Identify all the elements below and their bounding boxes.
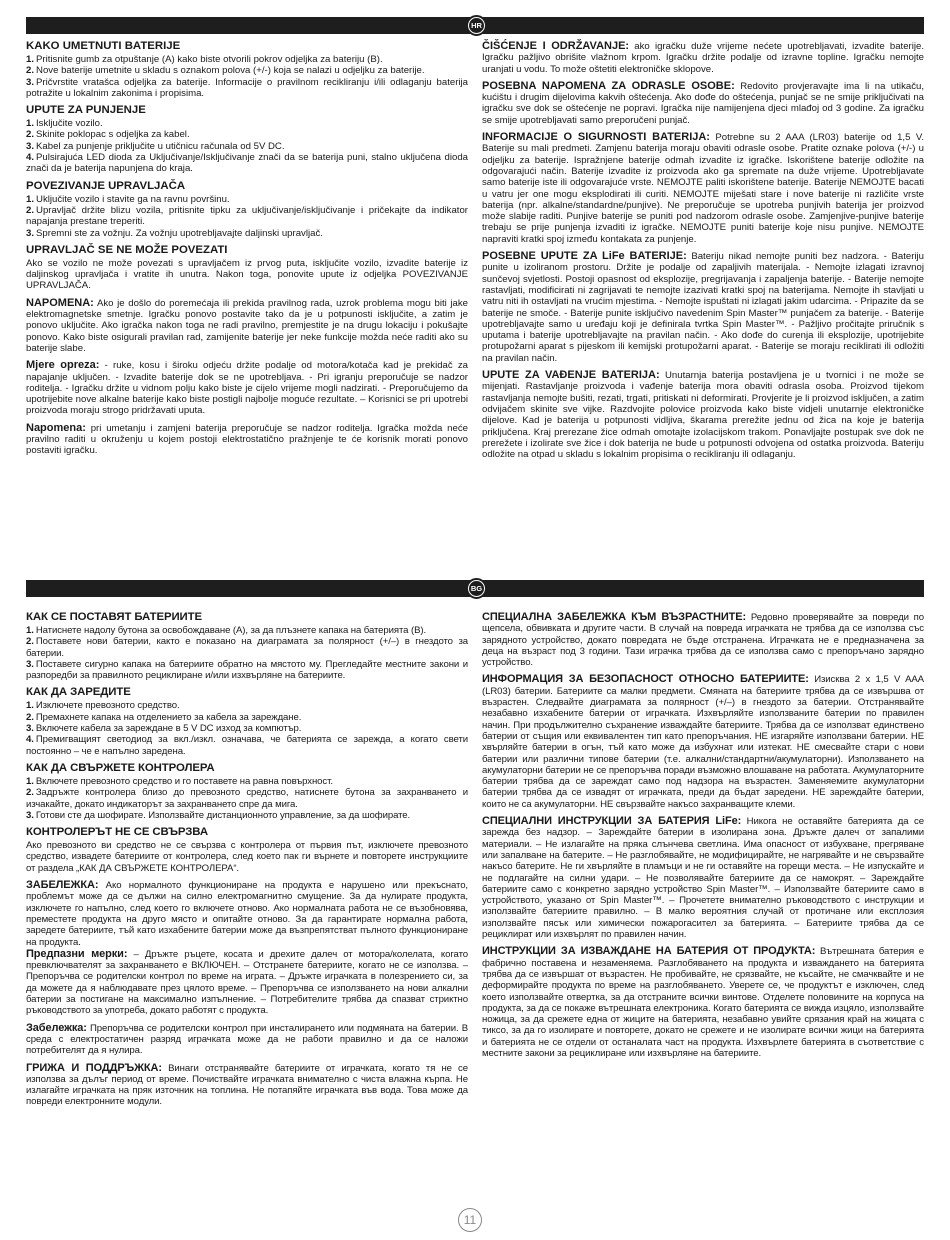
hr-care-paragraph: ČIŠĆENJE I ODRŽAVANJE: ako igračku duže vrijeme nećete upotrebljavati, izvadite baterije. Igračku pažljivo obrišite vlažnom krpom. Igračku držite podalje od izravne topline. Igračku nemojte uranjati u vodu. To može oštetiti elektroničke sklopove.: [482, 40, 924, 75]
bg-note2-paragraph: Забележка: Препоръчва се родителски контрол при инсталирането или подмяната на батерии. В среда с електростатичен разряд играчката може да не работи правилно и да се наложи потребителят да я нулира.: [26, 1021, 468, 1057]
bg-life-battery-paragraph: СПЕЦИАЛНИ ИНСТРУКЦИИ ЗА БАТЕРИЯ LiFe: Никога не оставяйте батерията да се зарежда без надзор. – Зареждайте батерии в изолирана зона. Дръжте далеч от запалими материали. – Не излагайте на пряка слънчева светлина. Има опасност от избухване, прегряване или запалване на батерите. – Не разглобявайте, не модифицирайте, не нагрявайте и не свързвайте накъсо батерите. Не ги хвърляйте в пламъци и не ги оставяйте на горещи места. – Не изпускайте и не подлагайте на силни удари. – Не позволявайте батериите да се намокрят. – Зареждайте батериите само с конкретно зарядно устройство Spin Master™. – Използвайте батериите само в устройството, указано от Spin Master™. – Прочетете внимателно ръководството с инструкции и използвайте батериите правилно. – В малко вероятния случай от протичане или експлозия използвайте пясък или химически пожарогасител за батерията. – Батериите трябва да се рециклират или изхвърлят по правилен начин.: [482, 815, 924, 941]
hr-caution-paragraph: Mjere opreza: - ruke, kosu i široku odjeću držite podalje od motora/kotača kad je prekidač za napajanje uključen. - Izvadite baterije dok se ne upotrebljava. - Pri igranju preporučuje se nadzor roditelja. - Igračku držite u vidnom polju kako biste je cijelo vrijeme mogli nadzirati. - Preporučujemo da upotrijebite nove alkalne baterije kako biste postigli najbolje moguće rezultate. – Korisnici se pri upotrebi proizvoda moraju strogo pridržavati uputa.: [26, 359, 468, 417]
hr-battery-safety-paragraph: INFORMACIJE O SIGURNOSTI BATERIJA: Potrebne su 2 AAA (LR03) baterije od 1,5 V. Baterije su mali predmeti. Zamjenu baterija moraju obaviti odrasle osobe. Pratite oznake polova (+/-) u odjeljku za baterije. Ispražnjene baterije odmah izvadite iz igračke. Iskorištene baterije odložite na odgovarajući način. Baterije izvadite iz proizvoda ako ga spremate na duže vrijeme. Upotrebljavate samo baterije iste ili odgovarajuće vrste. NEMOJTE paliti iskorištene baterije. Baterije NEMOJTE bacati u vatru jer one mogu eksplodirati ili curiti. NEMOJTE miješati stare i nove baterije ni različite vrste baterija (npr. alkalne/standardne/punjive). Ne preporučuje se upotreba punjivih baterija jer proizvod može slabije raditi. Punjive baterije se puniti pod nadzorom odrasle osobe. Zamjenjive-punjive baterije trebaju se prije punjenja izvaditi iz igračke. NEMOJTE puniti baterije koje nisu punjive. NEMOJTE napraviti kratki spoj između kontakata za punjenje.: [482, 131, 925, 245]
hr-battery-install-steps: [26, 54, 468, 99]
hr-pairing-fail-title: UPRAVLJAČ SE NE MOŽE POVEZATI: [26, 243, 228, 256]
list-item: 3. Готови сте да шофирате. Използвайте дистанционното управление, за да шофирате.: [26, 809, 411, 821]
hr-note-paragraph: NAPOMENA: Ako je došlo do poremećaja ili prekida pravilnog rada, uzrok problema mogu biti jake elektromagnetske smetnje. Igračku ponovo postavite tako da je u potpunosti isključite, a zatim je ponovo uključite. Ako igračka nakon toga ne radi pravilno, premjestite je na drugu lokaciju i pokušajte ponovo. Kako biste osigurali pravilan rad, zamijenite baterije jer neke funkcije možda neće raditi ako su baterije slabe.: [26, 296, 468, 354]
list-item: 2. Премахнете капака на отделението за кабела за зареждане.: [26, 711, 302, 723]
list-item: 1. Isključite vozilo.: [26, 118, 103, 130]
list-item: 3. Kabel za punjenje priključite u utičnicu računala od 5V DC.: [26, 140, 285, 152]
list-item: 3. Spremni ste za vožnju. Za vožnju upotrebljavajte daljinski upravljač.: [26, 227, 323, 239]
bg-care-paragraph: ГРИЖА И ПОДДРЪЖКА: Винаги отстранявайте батериите от играчката, когато тя не се използва за дълъг период от време. Почиствайте играчката внимателно с чиста влажна кърпа. Не излагайте играчката на пряк източник на топлина. Не потапяйте играчката във вода. Това може да повреди електронните модули.: [26, 1061, 468, 1108]
list-item: 2. Skinite poklopac s odjeljka za kabel.: [26, 129, 190, 141]
hr-language-badge: HR: [466, 15, 487, 36]
bg-battery-safety-paragraph: ИНФОРМАЦИЯ ЗА БЕЗОПАСНОСТ ОТНОСНО БАТЕРИИТЕ: Изисква 2 x 1,5 V AAA (LR03) батерии. Батериите са малки предмети. Смяната на батериите трябва да се извършва от възрастен. Следвайте диаграмата за полярност (+/–) в гнездото за батерии. Отстранявайте незабавно изхабените батерии от играчката. Изхвърляйте използваните батерии по правилен начин. При продължително съхранение изваждайте батериите. Трябва да се използват единствено батерии от същия или еквивалентен тип като препоръчания. НЕ изгаряйте използвани батерии. НЕ хвърляйте батерии в огън, тъй като може да избухнат или изтекат. НЕ смесвайте стари с нови батерии или различни типове батерии (т.е. алкални/стандартни/акумулаторни). Използването на акумулаторни батерии не се препоръчва поради възможно влошаване на работата. Акумулаторните батерии трябва да се зареждат само под надзора на възрастен. Заменяемите акумулаторни батерии трябва да се извадят от играчката, преди да бъдат заредени. НЕ зареждайте батерии, които не са акумулаторни. НЕ свързвайте накъсо захранващите клеми.: [482, 673, 924, 810]
bg-pairing-fail-text: Ако превозното ви средство не се свързва с контролера от първия път, изключете превозното средство, извадете батериите от контролера, след което пак ги върнете и повторете инструкциите от раздела „КАК ДА СВЪРЖЕТЕ КОНТРОЛЕРА“.: [26, 840, 468, 874]
bg-left-column: [26, 611, 468, 1108]
bg-adult-note-paragraph: СПЕЦИАЛНА ЗАБЕЛЕЖКА КЪМ ВЪЗРАСТНИТЕ: Редовно проверявайте за повреди по щепсела, обвивката и другите части. В случай на повреда играчката не трябва да се използва със зарядното устройство, докато повредата не бъде отстранена. Играчката не е предназначена за деца на възраст под 3 години. Тази играчка трябва да се използва само с препоръчано зарядно устройство.: [482, 611, 924, 669]
hr-battery-removal-paragraph: UPUTE ZA VAĐENJE BATERIJA: Unutarnja baterija postavljena je u tvornici i ne može se mijenjati. Rastavljanje proizvoda i vađenje baterija mora obaviti odrasla osoba. Proizvod tijekom rastavljanja nemojte bušiti, rezati, trgati, pritiskati ni deformirati. Provjerite je li proizvod isključen, a zatim odvijačem skinite sve vijke. Razdvojite polovice proizvoda kako biste vidjeli unutarnje elektroničke dijelove. Kad je baterija u potpunosti vidljiva, škarama prerežite jednu od žica na koje je baterija priključena. Kraj prerezane žice odmah omotajte izolacijskom trakom. Ponavljajte postupak sve dok ne prerežete i izolirate sve žice i dok baterija ne bude u potpunosti odvojena od ostatka proizvoda. Bateriju odložite na otpad u skladu s lokalnim propisima o recikliranju ili odlaganju.: [482, 369, 925, 461]
list-item: 4. Премигващият светодиод за вкл./изкл. означава, че батерията се зарежда, а когато свети постоянно – че е напълно заредена.: [26, 734, 468, 757]
hr-left-column: [26, 40, 468, 457]
hr-pairing-fail-text: Ako se vozilo ne može povezati s upravljačem iz prvog puta, isključite vozilo, izvadite baterije iz daljinskog upravljača i vratite ih unutra. Nakon toga, ponovite upute iz odjeljka POVEZIVANJE UPRAVLJAČA.: [26, 257, 468, 292]
hr-pairing-steps: [26, 194, 468, 239]
bg-battery-install-steps: [26, 625, 468, 681]
bg-battery-removal-paragraph: ИНСТРУКЦИИ ЗА ИЗВАЖДАНЕ НА БАТЕРИЯ ОТ ПРОДУКТА: Вътрешната батерия е фабрично поставена и незаменяема. Разглобяването на продукта и изваждането на батерията трябва да се извършат от възрастен. Не пробивайте, не срязвайте, не късайте, не смачквайте и не деформирайте продукта по време на разглобяването. Уверете се, че продуктът е изключен, след което използвайте отвертка, за да отстраните всички винтове. Отделете половините на корпуса на продукта, за да се покаже вътрешната електроника. Когато батерията се вижда изцяло, използвайте ножица, за да срежете една от жиците на батерията, незабавно увийте срязания край на жицата с тиксо, за да го изолирате и повторете, докато не срежете и не изолирате всички жици на батерията и батерията не се отдели от останалата част на продукта. Изхвърлете батерията в съответствие с местните закони за рециклиране или изхвърляне на батериите.: [482, 945, 924, 1059]
hr-pairing-title: POVEZIVANJE UPRAVLJAČA: [26, 179, 186, 192]
bg-battery-install-title: КАК СЕ ПОСТАВЯТ БАТЕРИИТЕ: [26, 611, 202, 623]
bg-right-column: [482, 611, 924, 1059]
hr-adult-note-paragraph: POSEBNA NAPOMENA ZA ODRASLE OSOBE: Redovito provjeravajte ima li na utikaču, kućištu i drugim dijelovima kakvih oštećenja. Ako dođe do oštećenja, punjač se ne smije priključivati na igračku sve dok se oštećenje ne popravi. Igračka nije namijenjena djeci mlađoj od 3 godine. Za igračku se smije upotrebljavati samo preporučeni punjač.: [482, 79, 924, 126]
hr-life-battery-paragraph: POSEBNE UPUTE ZA LiFe BATERIJE: Bateriju nikad nemojte puniti bez nadzora. - Bateriju punite u izoliranom prostoru. Držite je podalje od zapaljivih materijala. - Nemojte izlagati izravnoj sunčevoj svjetlosti. Postoji opasnost od eksplozije, pregrijavanja i zapaljenja baterije. - Baterije nemojte rastavljati, modificirati ni zagrijavati te nemojte izazivati kratki spoj na baterijama. Nemojte ih stavljati u vatru niti ih ostavljati na vrućim mjestima. - Nemojte ispuštati ni izlagati jakim udarcima. - Pripazite da se baterije ne smoče. - Baterije punite isključivo navedenim Spin Master™ punjačem za baterije. - Baterije upotrebljavajte samo u uređaju koji je definirala tvrtka Spin Master™. - Pažljivo pročitajte priručnik s uputama i baterije upotrebljavajte na pravilan način. - Ako dođe do curenja ili eksplozije, upotrijebite protupožarni aparat s pijeskom ili kemijski protupožarni aparat. - Baterije se moraju reciklirati ili odložiti na pravilan način.: [482, 250, 924, 364]
list-item: 1. Uključite vozilo i stavite ga na ravnu površinu.: [26, 193, 230, 205]
bg-charging-steps: [26, 700, 468, 756]
bg-pairing-title: КАК ДА СВЪРЖЕТЕ КОНТРОЛЕРА: [26, 761, 215, 774]
list-item: 3. Поставете сигурно капака на батериите обратно на мястото му. Прегледайте местните закони и разпоредби за правилното рециклиране и/или изхвърляне на батериите.: [26, 658, 468, 682]
list-item: 2. Задръжте контролера близо до превозното средство, натиснете бутона за захранването и изчакайте, докато индикаторът за захранването спре да мига.: [26, 787, 468, 810]
bg-section-header-bar: [26, 580, 924, 597]
hr-battery-install-title: KAKO UMETNUTI BATERIJE: [26, 40, 181, 52]
list-item: 2. Nove baterije umetnite u skladu s oznakom polova (+/-) koja se nalazi u odjeljku za baterije.: [26, 65, 425, 77]
hr-charging-steps: [26, 118, 468, 174]
bg-caution-paragraph: Предпазни мерки: – Дръжте ръцете, косата и дрехите далеч от мотора/колелата, когато превключвателят за захранването е ВКЛЮЧЕН. – Отстранете батериите, когато не се използва. – Препоръчва се родителски контрол по време на играта. – Дръжте играчката в полезрението си, за да можете да я наблюдавате през цялото време. – Препоръчва се използването на нови алкални батерии за постигане на максимално изпълнение. – Потребителите трябва да спазват стриктно ръководството за употреба, докато работят с продукта.: [26, 947, 468, 1017]
hr-section-header-bar: [26, 17, 924, 34]
bg-charging-title: КАК ДА ЗАРЕДИТЕ: [26, 686, 131, 699]
list-item: 2. Upravljač držite blizu vozila, pritisnite tipku za uključivanje/isključivanje i pričekajte da indikator napajanja prestane treperiti.: [26, 204, 468, 228]
hr-right-column: [482, 40, 924, 460]
bg-language-badge: BG: [466, 578, 487, 599]
hr-charging-title: UPUTE ZA PUNJENJE: [26, 104, 146, 117]
list-item: 2. Поставете нови батерии, както е показано на диаграмата за полярност (+/–) в гнездото за батерии.: [26, 636, 468, 659]
list-item: 3. Pričvrstite vratašca odjeljka za baterije. Informacije o pravilnom recikliranju i/ili odlaganju baterija potražite u lokalnim zakonima i propisima.: [26, 76, 468, 99]
bg-note-paragraph: ЗАБЕЛЕЖКА: Ако нормалното функциониране на продукта е нарушено или прекъснато, проблемът може да се дължи на силно електромагнитно смущение. За да нулирате продукта, изключете го напълно, след което го включете отново. Ако нормалната работа не се възобновява, преместете продукта на друго място и опитайте отново. За да гарантирате нормална работа, заредете батериите, тъй като изхабените батерии може да възпрепятстват пълното функциониране на продукта.: [26, 879, 468, 948]
list-item: 3. Включете кабела за зареждане в 5 V DC изход за компютър.: [26, 723, 302, 735]
list-item: 1. Натиснете надолу бутона за освобождаване (A), за да плъзнете капака на батерията (B).: [26, 625, 427, 636]
bg-pairing-steps: [26, 776, 468, 821]
hr-note2-paragraph: Napomena: pri umetanju i zamjeni baterija preporučuje se nadzor roditelja. Igračka možda neće pravilno raditi u okruženju u kojem postoji elektrostatično pražnjenje te će korisnik morati ponovo postaviti igračku.: [26, 421, 468, 457]
page-number: 11: [458, 1208, 482, 1232]
list-item: 1. Включете превозното средство и го поставете на равна повърхност.: [26, 775, 333, 787]
list-item: 4. Pulsirajuća LED dioda za Uključivanje/Isključivanje znači da se baterija puni, stalno uključena dioda znači da je baterija napunjena do kraja.: [26, 152, 468, 175]
list-item: 1. Изключете превозното средство.: [26, 700, 180, 712]
bg-pairing-fail-title: КОНТРОЛЕРЪТ НЕ СЕ СВЪРЗВА: [26, 826, 208, 839]
list-item: 1. Pritisnite gumb za otpuštanje (A) kako biste otvorili pokrov odjeljka za bateriju (B).: [26, 54, 383, 65]
